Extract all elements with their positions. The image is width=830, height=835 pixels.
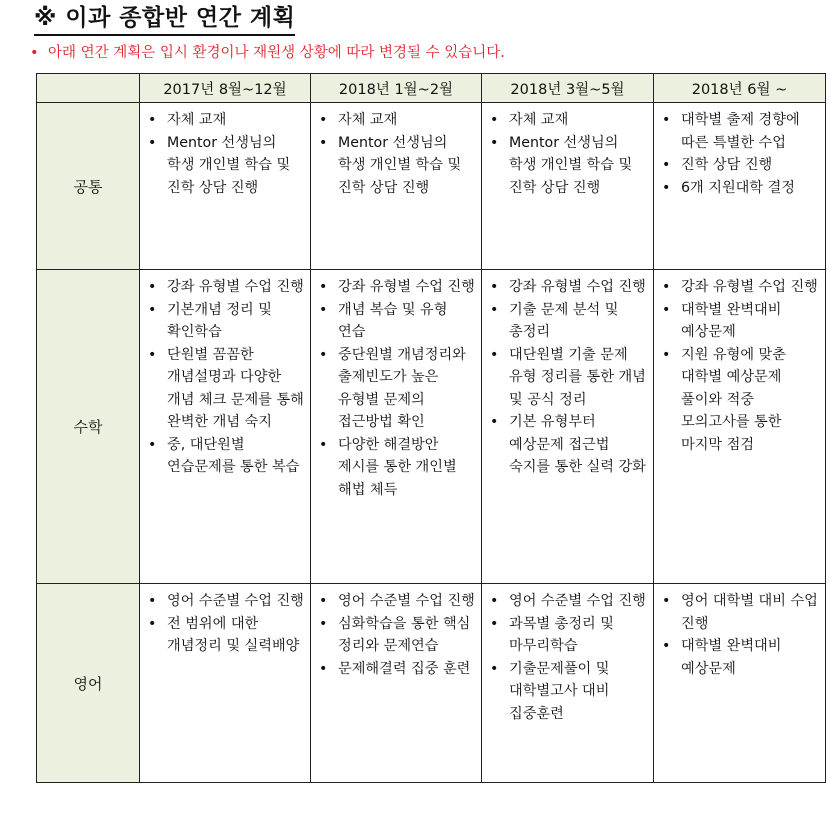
plan-cell bbox=[311, 584, 482, 783]
plan-item: • 진학 상담 진행 bbox=[654, 154, 825, 177]
notice-line bbox=[30, 42, 505, 64]
plan-item: • 심화학습을 통한 핵심 정리와 문제연습 bbox=[311, 613, 481, 658]
notice-bullet: • bbox=[30, 45, 39, 61]
table-row bbox=[37, 584, 826, 783]
plan-item: • 개념 복습 및 유형 연습 bbox=[311, 299, 481, 344]
column-header: 2018년 3월~5월 bbox=[482, 74, 654, 103]
plan-cell bbox=[311, 270, 482, 584]
plan-cell bbox=[482, 103, 654, 270]
plan-cell bbox=[140, 103, 311, 270]
column-header: 2018년 1월~2월 bbox=[311, 74, 482, 103]
column-header: 2018년 6월 ~ bbox=[654, 74, 826, 103]
plan-item: • 기출문제풀이 및 대학별고사 대비 집중훈련 bbox=[482, 658, 653, 726]
plan-item: • 대학별 완벽대비 예상문제 bbox=[654, 635, 825, 680]
plan-item: • 영어 수준별 수업 진행 bbox=[140, 590, 310, 613]
plan-item: • 자체 교재 bbox=[140, 109, 310, 132]
plan-item: • Mentor 선생님의 학생 개인별 학습 및 진학 상담 진행 bbox=[140, 132, 310, 200]
plan-item: • 영어 수준별 수업 진행 bbox=[311, 590, 481, 613]
column-header: 2017년 8월~12월 bbox=[140, 74, 311, 103]
plan-item: • 중단원별 개념정리와 출제빈도가 높은 유형별 문제의 접근방법 확인 bbox=[311, 344, 481, 434]
plan-item: • 전 범위에 대한 개념정리 및 실력배양 bbox=[140, 613, 310, 658]
plan-item: • 강좌 유형별 수업 진행 bbox=[140, 276, 310, 299]
plan-item: • 강좌 유형별 수업 진행 bbox=[482, 276, 653, 299]
plan-cell bbox=[654, 270, 826, 584]
row-header: 공통 bbox=[37, 103, 140, 270]
plan-cell bbox=[654, 584, 826, 783]
plan-item: • 강좌 유형별 수업 진행 bbox=[311, 276, 481, 299]
plan-item: • 6개 지원대학 결정 bbox=[654, 177, 825, 200]
plan-item: • 기출 문제 분석 및 총정리 bbox=[482, 299, 653, 344]
plan-item: • 자체 교재 bbox=[482, 109, 653, 132]
plan-item: • 중, 대단원별 연습문제를 통한 복습 bbox=[140, 434, 310, 479]
plan-item: • 단원별 꼼꼼한 개념설명과 다양한 개념 체크 문제를 통해 완벽한 개념 숙지 bbox=[140, 344, 310, 434]
plan-item: • 다양한 해결방안 제시를 통한 개인별 해법 체득 bbox=[311, 434, 481, 502]
plan-item: • 대학별 출제 경향에 따른 특별한 수업 bbox=[654, 109, 825, 154]
table-row bbox=[37, 103, 826, 270]
plan-item: • 영어 수준별 수업 진행 bbox=[482, 590, 653, 613]
plan-item: • 대단원별 기출 문제 유형 정리를 통한 개념 및 공식 정리 bbox=[482, 344, 653, 412]
page-title: ※ 이과 종합반 연간 계획 bbox=[34, 4, 295, 36]
plan-item: • 기본개념 정리 및 확인학습 bbox=[140, 299, 310, 344]
plan-item: • 기본 유형부터 예상문제 접근법 숙지를 통한 실력 강화 bbox=[482, 411, 653, 479]
plan-cell bbox=[140, 270, 311, 584]
corner-cell bbox=[37, 74, 140, 103]
plan-cell bbox=[482, 270, 654, 584]
plan-item: • Mentor 선생님의 학생 개인별 학습 및 진학 상담 진행 bbox=[311, 132, 481, 200]
plan-item: • 자체 교재 bbox=[311, 109, 481, 132]
plan-cell bbox=[140, 584, 311, 783]
plan-cell bbox=[482, 584, 654, 783]
row-header: 수학 bbox=[37, 270, 140, 584]
plan-item: • 대학별 완벽대비 예상문제 bbox=[654, 299, 825, 344]
table-row bbox=[37, 270, 826, 584]
plan-item: • 영어 대학별 대비 수업 진행 bbox=[654, 590, 825, 635]
header-row bbox=[37, 74, 826, 103]
plan-item: • Mentor 선생님의 학생 개인별 학습 및 진학 상담 진행 bbox=[482, 132, 653, 200]
plan-cell bbox=[654, 103, 826, 270]
plan-item: • 문제해결력 집중 훈련 bbox=[311, 658, 481, 681]
plan-item: • 과목별 총정리 및 마무리학습 bbox=[482, 613, 653, 658]
annual-plan-table bbox=[36, 73, 826, 783]
plan-item: • 강좌 유형별 수업 진행 bbox=[654, 276, 825, 299]
plan-cell bbox=[311, 103, 482, 270]
plan-item: • 지원 유형에 맞춘 대학별 예상문제 풀이와 적중 모의고사를 통한 마지막 점검 bbox=[654, 344, 825, 457]
notice-text: 아래 연간 계획은 입시 환경이나 재원생 상황에 따라 변경될 수 있습니다. bbox=[48, 45, 505, 61]
row-header: 영어 bbox=[37, 584, 140, 783]
